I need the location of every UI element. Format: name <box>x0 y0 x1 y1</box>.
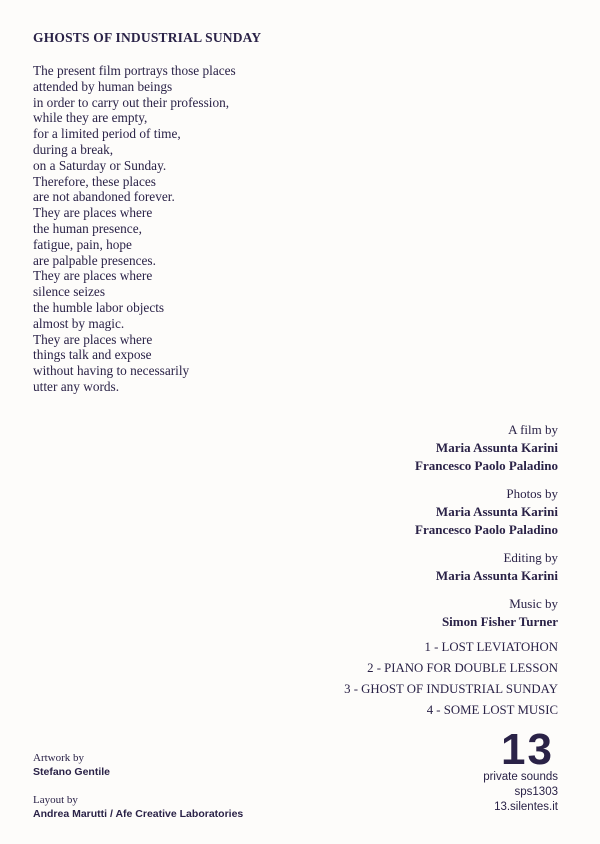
poem-line: the human presence, <box>33 220 142 236</box>
poem-line: during a break, <box>33 141 114 157</box>
label-website: 13.silentes.it <box>494 801 558 813</box>
track-item: 4 - SOME LOST MUSIC <box>426 703 558 717</box>
credit-name: Francesco Paolo Paladino <box>415 458 558 473</box>
credit-name: Maria Assunta Karini <box>435 568 558 583</box>
poem-line: They are places where <box>33 331 153 347</box>
poem-line: are not abandoned forever. <box>33 189 175 205</box>
credit-name: Simon Fisher Turner <box>441 614 558 629</box>
poem-line: fatigue, pain, hope <box>33 236 132 252</box>
layout-role: Layout by <box>33 794 78 806</box>
label-logo-number: 13 <box>501 725 554 774</box>
poem-line: on a Saturday or Sunday. <box>33 157 167 173</box>
credit-block <box>415 485 558 539</box>
poem-line: the humble labor objects <box>33 299 165 315</box>
poem-line: silence seizes <box>33 284 105 300</box>
poem-line: They are places where <box>33 268 153 284</box>
credit-block <box>415 595 558 631</box>
artwork-credit <box>33 751 110 779</box>
label-name: private sounds <box>483 771 558 783</box>
label-block <box>483 725 558 815</box>
layout-name: Andrea Marutti / Afe Creative Laboratories <box>33 808 244 820</box>
track-item: 2 - PIANO FOR DOUBLE LESSON <box>367 661 558 675</box>
poem-line: attended by human beings <box>33 78 173 94</box>
poem-line: are palpable presences. <box>33 252 156 268</box>
credit-role: Music by <box>509 596 558 611</box>
poem-line: while they are empty, <box>33 110 148 126</box>
credit-name: Maria Assunta Karini <box>435 504 558 519</box>
layout-credit <box>33 793 243 821</box>
poem-line: Therefore, these places <box>33 173 156 189</box>
catalog-number: sps1303 <box>514 786 558 798</box>
page-title: GHOSTS OF INDUSTRIAL SUNDAY <box>33 30 262 45</box>
credit-block <box>415 549 558 585</box>
poem-line: They are places where <box>33 205 153 221</box>
track-item: 1 - LOST LEVIATOHON <box>424 640 558 654</box>
poem-line: almost by magic. <box>33 315 125 331</box>
poem-line: for a limited period of time, <box>33 126 181 142</box>
credit-name: Maria Assunta Karini <box>435 440 558 455</box>
track-list <box>344 637 558 721</box>
poem-line: utter any words. <box>33 378 120 394</box>
poem-line: in order to carry out their profession, <box>33 94 230 110</box>
credit-name: Francesco Paolo Paladino <box>415 522 558 537</box>
credit-role: Editing by <box>503 550 558 565</box>
credit-role: Photos by <box>506 486 558 501</box>
track-item: 3 - GHOST OF INDUSTRIAL SUNDAY <box>344 682 558 696</box>
poem-line: The present film portrays those places <box>33 63 236 78</box>
artwork-name: Stefano Gentile <box>33 766 111 778</box>
artwork-role: Artwork by <box>33 752 85 764</box>
credits-section <box>415 421 558 641</box>
poem-line: things talk and expose <box>33 347 152 363</box>
credit-block <box>415 421 558 475</box>
credit-role: A film by <box>508 422 558 437</box>
poem-text <box>33 63 236 395</box>
poem-line: without having to necessarily <box>33 363 190 379</box>
